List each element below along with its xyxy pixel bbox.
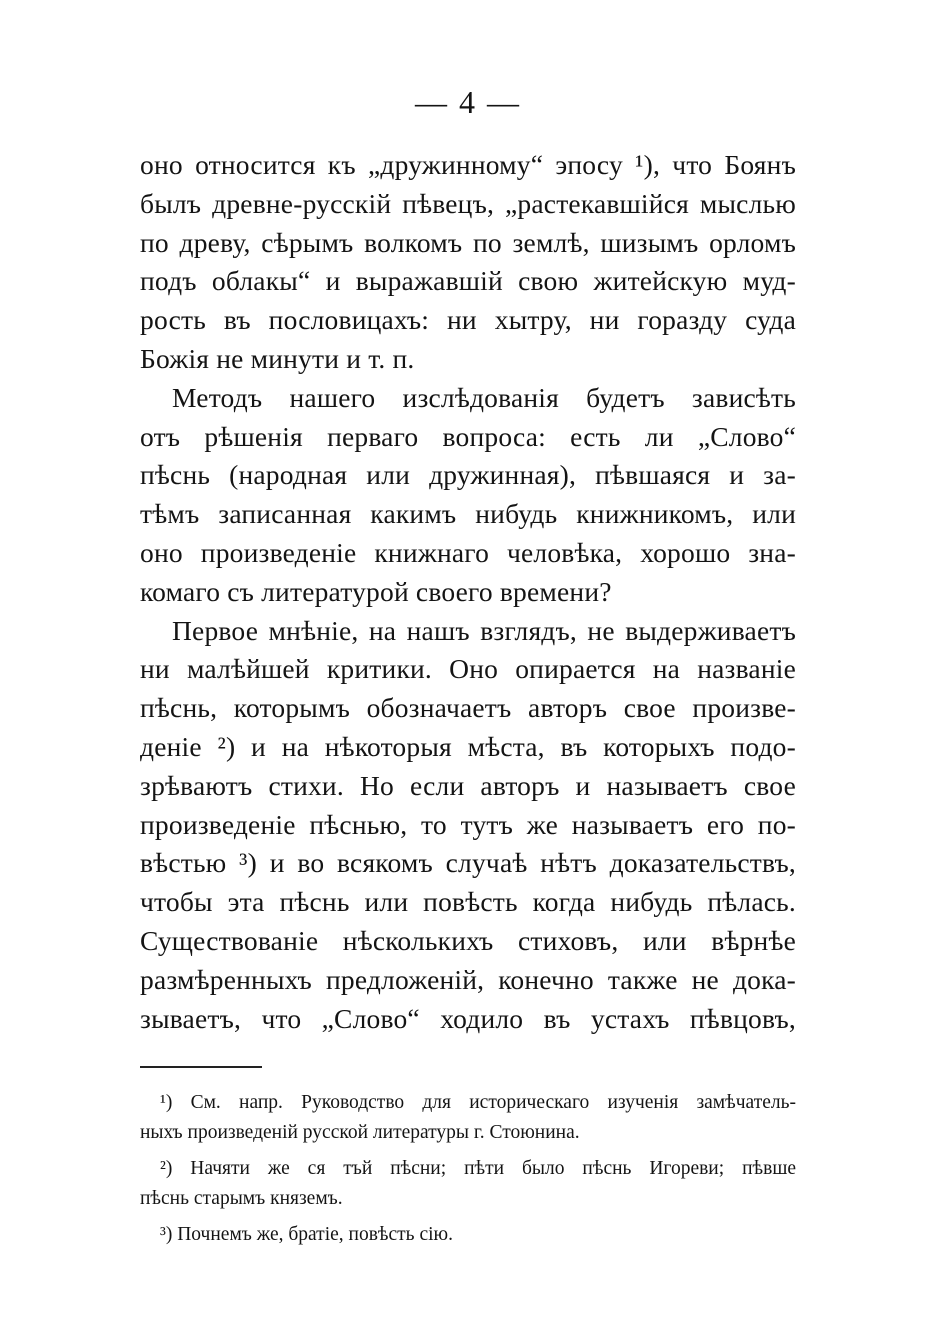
paragraph-1-line: оно относится къ „дружинному“ эпосу ¹), что Боянъ xyxy=(140,149,796,180)
paragraph-2-line: комаго съ литературой своего времени? xyxy=(140,575,612,607)
paragraph-3-line: Первое мнѣніе, на нашъ взглядъ, не выдерживаетъ xyxy=(172,614,796,646)
footnote-1-line: ныхъ произведеній русской литературы г. Стоюнина. xyxy=(140,1122,580,1143)
paragraph-2-line: пѣснь (народная или дружинная), пѣвшаяся и за- xyxy=(140,459,796,491)
paragraph-3-line: произведеніе пѣснью, то тутъ же называетъ его по- xyxy=(140,808,796,840)
footnote-2-line: пѣснь старымъ княземъ. xyxy=(140,1188,343,1209)
paragraph-1-line: Божія не минути и т. п. xyxy=(140,342,415,374)
paragraph-3-line: чтобы эта пѣснь или повѣсть когда нибудь пѣлась. xyxy=(140,886,796,918)
body-text xyxy=(140,146,796,1038)
paragraph-3-line: пѣснь, которымъ обозначаетъ авторъ свое произве- xyxy=(140,692,796,724)
paragraph-2-line: тѣмъ записанная какимъ нибудь книжникомъ, или xyxy=(140,498,796,530)
paragraph-1-line: былъ древне-русскій пѣвецъ, „растекавшійся мыслью xyxy=(140,187,796,219)
paragraph-3-line: деніе ²) и на нѣкоторыя мѣста, въ которыхъ подо- xyxy=(140,730,796,762)
paragraph-3-line: ни малѣйшей критики. Оно опирается на названіе xyxy=(140,653,796,685)
footnote-1-line: ¹) См. напр. Руководство для историческаго изученія замѣчатель- xyxy=(160,1092,796,1113)
paragraph-3-line: вѣстью ³) и во всякомъ случаѣ нѣтъ доказательствъ, xyxy=(140,847,796,879)
paragraph-1-line: рость въ пословицахъ: ни хытру, ни горазду суда xyxy=(140,304,796,336)
paragraph-2-line: отъ рѣшенія перваго вопроса: есть ли „Слово“ xyxy=(140,420,796,452)
footnote-3-line: ³) Почнемъ же, братіе, повѣсть сію. xyxy=(160,1224,453,1245)
footnotes xyxy=(140,1088,796,1250)
footnote-2-line: ²) Начяти же ся тъй пѣсни; пѣти было пѣснь Игореви; пѣвше xyxy=(160,1158,796,1179)
paragraph-3-line: размѣренныхъ предложеній, конечно также не дока- xyxy=(140,963,796,995)
paragraph-1-line: подъ облакы“ и выражавшій свою житейскую муд- xyxy=(140,265,796,297)
page-number: — 4 — xyxy=(415,84,521,120)
paragraph-1-line: по древу, сѣрымъ волкомъ по землѣ, шизымъ орломъ xyxy=(140,226,796,258)
paragraph-2-line: Методъ нашего изслѣдованія будетъ зависѣть xyxy=(172,381,796,413)
paragraph-2-line: оно произведеніе книжнаго человѣка, хорошо зна- xyxy=(140,536,796,568)
footnote-divider xyxy=(140,1066,262,1068)
paragraph-3-line: Существованіе нѣсколькихъ стиховъ, или вѣрнѣе xyxy=(140,924,796,956)
paragraph-3-line: зываетъ, что „Слово“ ходило въ устахъ пѣвцовъ, xyxy=(140,1002,796,1034)
paragraph-3-line: зрѣваютъ стихи. Но если авторъ и называетъ свое xyxy=(140,769,796,801)
